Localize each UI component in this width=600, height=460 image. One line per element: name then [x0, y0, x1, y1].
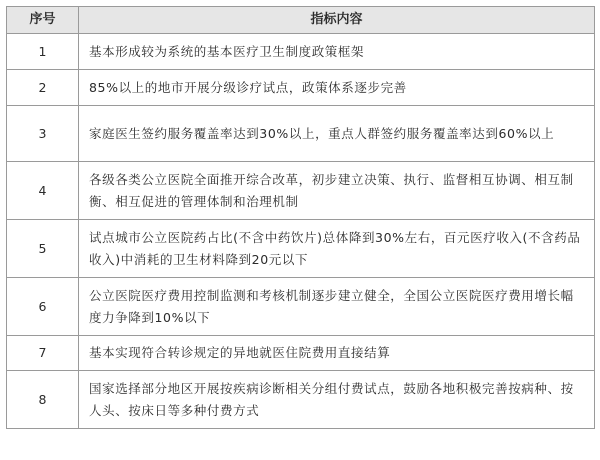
row-number: 1	[7, 34, 79, 70]
row-content: 家庭医生签约服务覆盖率达到30%以上，重点人群签约服务覆盖率达到60%以上	[79, 106, 595, 162]
row-content: 公立医院医疗费用控制监测和考核机制逐步建立健全，全国公立医院医疗费用增长幅度力争降到10%以下	[79, 278, 595, 336]
table-row	[7, 106, 595, 162]
header-row	[7, 7, 595, 34]
row-content: 试点城市公立医院药占比(不含中药饮片)总体降到30%左右，百元医疗收入(不含药品收入)中消耗的卫生材料降到20元以下	[79, 220, 595, 278]
row-content: 85%以上的地市开展分级诊疗试点，政策体系逐步完善	[79, 70, 595, 106]
row-content: 基本实现符合转诊规定的异地就医住院费用直接结算	[79, 336, 595, 371]
row-number: 6	[7, 278, 79, 336]
row-number: 5	[7, 220, 79, 278]
table-row	[7, 162, 595, 220]
table-row	[7, 220, 595, 278]
row-number: 4	[7, 162, 79, 220]
indicator-table	[6, 6, 595, 429]
table-body	[7, 34, 595, 429]
row-content: 国家选择部分地区开展按疾病诊断相关分组付费试点，鼓励各地积极完善按病种、按人头、按床日等多种付费方式	[79, 371, 595, 429]
header-content: 指标内容	[79, 7, 595, 34]
table-row	[7, 336, 595, 371]
row-number: 7	[7, 336, 79, 371]
table-row	[7, 371, 595, 429]
table-row	[7, 278, 595, 336]
table-row	[7, 34, 595, 70]
row-number: 2	[7, 70, 79, 106]
row-number: 8	[7, 371, 79, 429]
row-number: 3	[7, 106, 79, 162]
row-content: 基本形成较为系统的基本医疗卫生制度政策框架	[79, 34, 595, 70]
table-header	[7, 7, 595, 34]
row-content: 各级各类公立医院全面推开综合改革，初步建立决策、执行、监督相互协调、相互制衡、相互促进的管理体制和治理机制	[79, 162, 595, 220]
indicator-table-container	[6, 6, 594, 429]
table-row	[7, 70, 595, 106]
header-number: 序号	[7, 7, 79, 34]
